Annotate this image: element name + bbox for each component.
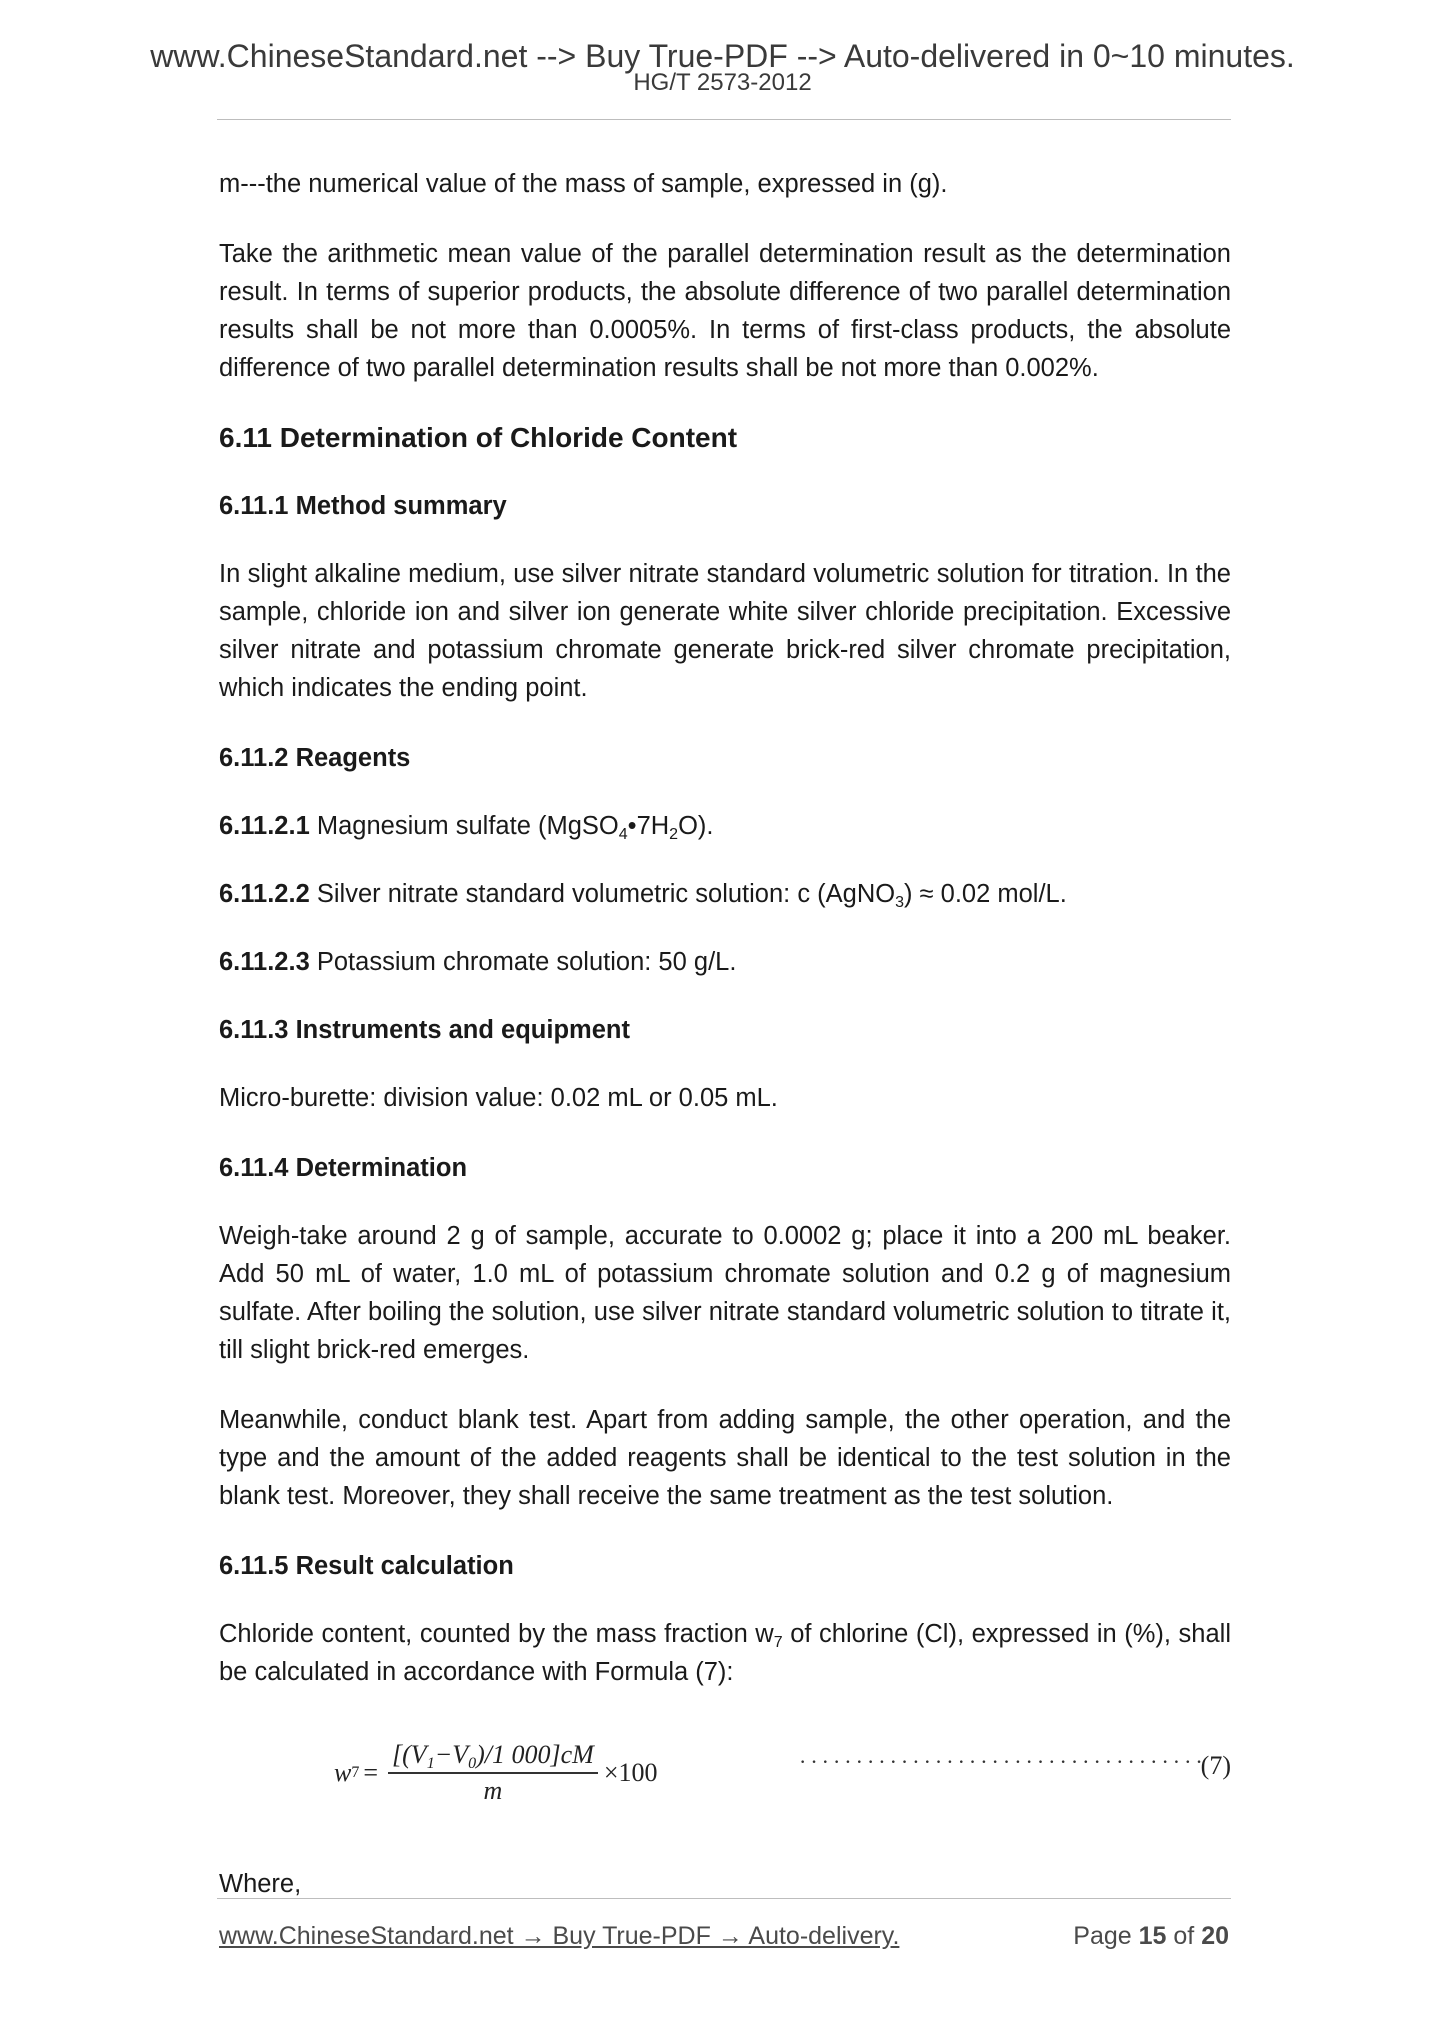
paragraph-determination-2: Meanwhile, conduct blank test. Apart from adding sample, the other operation, and the type and the amount of the added reagents shall be identical to the test solution in the blank test. Moreover, they shall receive the same treatment as the test solution. bbox=[219, 1406, 1231, 1510]
standard-number: HG/T 2573-2012 bbox=[633, 69, 812, 96]
section-heading-6-11-2: 6.11.2 Reagents bbox=[219, 744, 411, 772]
paragraph-arithmetic-mean: Take the arithmetic mean value of the parallel determination result as the determination result. In terms of superior products, the absolute difference of two parallel determination results shall be not more than 0.0005%. In terms of first-class products, the absolute difference of two parallel determination results shall be not more than 0.002%. bbox=[219, 240, 1231, 382]
formula-leader-dots: ···································· bbox=[799, 1749, 1207, 1774]
footer-divider bbox=[217, 1898, 1231, 1899]
paragraph-method-summary: In slight alkaline medium, use silver nitrate standard volumetric solution for titration. In the sample, chloride ion and silver ion generate white silver chloride precipitation. Excessive silver nitrate and potassium chromate generate brick-red silver chromate precipitation, which indicates the ending point. bbox=[219, 560, 1231, 702]
paragraph-micro-burette: Micro-burette: division value: 0.02 mL or 0.05 mL. bbox=[219, 1084, 778, 1112]
reagent-number: 6.11.2.1 bbox=[219, 812, 310, 840]
section-heading-6-11-3: 6.11.3 Instruments and equipment bbox=[219, 1016, 630, 1044]
formula-denominator: m bbox=[483, 1776, 503, 1805]
total-pages: 20 bbox=[1201, 1922, 1229, 1950]
section-heading-6-11: 6.11 Determination of Chloride Content bbox=[219, 422, 738, 453]
paragraph-where: Where, bbox=[219, 1870, 302, 1898]
reagent-number: 6.11.2.3 bbox=[219, 948, 310, 976]
formula-numerator: [$(V_1-V_0)/1$ 000]cM bbox=[388, 1740, 598, 1774]
section-heading-6-11-4: 6.11.4 Determination bbox=[219, 1154, 468, 1182]
current-page: 15 bbox=[1138, 1922, 1167, 1950]
banner-text: www.ChineseStandard.net --> Buy True-PDF --> Auto-delivered in 0~10 minutes. bbox=[150, 38, 1295, 74]
paragraph-result-calculation: Chloride content, counted by the mass fraction $w_7$ of chlorine (Cl), expressed in (%), shall be calculated in accordance with Formula (7): bbox=[219, 1620, 1231, 1686]
footer-link[interactable]: www.ChineseStandard.net → Buy True-PDF → Auto-delivery. bbox=[219, 1922, 900, 1950]
page-footer bbox=[219, 1922, 1229, 1954]
page-indicator: Page 15 of 20 bbox=[1073, 1922, 1229, 1950]
paragraph-determination-1: Weigh-take around 2 g of sample, accurate to 0.0002 g; place it into a 200 mL beaker. Add 50 mL of water, 1.0 mL of potassium chromate solution and 0.2 g of magnesium sulfate. After boiling the solution, use silver nitrate standard volumetric solution to titrate it, till slight brick-red emerges. bbox=[219, 1222, 1231, 1364]
reagent-6-11-2-3: 6.11.2.3 Potassium chromate solution: 50 g/L. bbox=[219, 948, 737, 976]
section-heading-6-11-1: 6.11.1 Method summary bbox=[219, 492, 507, 520]
section-heading-6-11-5: 6.11.5 Result calculation bbox=[219, 1552, 514, 1580]
reagent-number: 6.11.2.2 bbox=[219, 880, 310, 908]
formula-number: (7) bbox=[1200, 1751, 1231, 1780]
page-body bbox=[219, 165, 1231, 1935]
reagent-6-11-2-2: 6.11.2.2 Silver nitrate standard volumetric solution: c (AgNO$_3$) ≈ 0.02 mol/L. bbox=[219, 880, 1067, 911]
reagent-6-11-2-1: 6.11.2.1 Magnesium sulfate $(MgSO_4•7H_2O)$. bbox=[219, 812, 714, 843]
formula-7 bbox=[219, 1723, 1231, 1835]
header-divider bbox=[217, 119, 1231, 120]
formula-expression: w 7 = $\frac{[(V_1-V_0)/1 000]cM}{m}$ ×100 bbox=[334, 1740, 658, 1805]
formula-fraction bbox=[388, 1740, 598, 1806]
paragraph-m-definition: m---the numerical value of the mass of sample, expressed in (g). bbox=[219, 170, 948, 198]
